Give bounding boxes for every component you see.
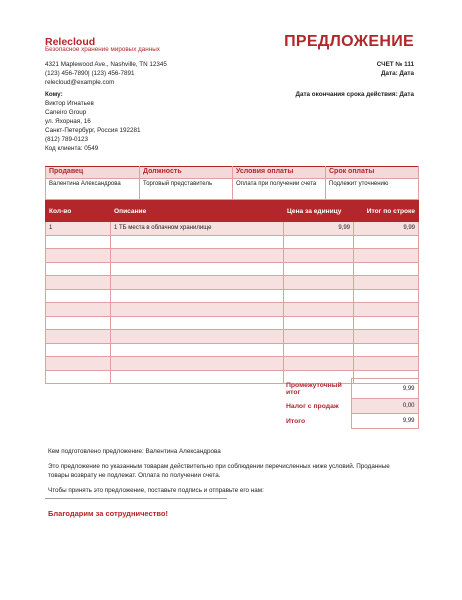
empty-cell (284, 249, 354, 263)
seller-row (46, 179, 419, 200)
empty-table-row (46, 357, 419, 371)
empty-table-row (46, 303, 419, 317)
company-name: Relecloud (45, 36, 96, 48)
tax-row (283, 399, 418, 414)
empty-cell (111, 370, 284, 384)
empty-table-row (46, 316, 419, 330)
empty-table-row (46, 343, 419, 357)
empty-cell (354, 316, 419, 330)
empty-cell (46, 249, 111, 263)
company-contacts (45, 60, 167, 87)
company-phones: (123) 456-7890| (123) 456-7891 (45, 70, 135, 77)
items-header-row (46, 201, 419, 222)
empty-cell (354, 343, 419, 357)
empty-cell (46, 289, 111, 303)
item-description: 1 ТБ места в облачном хранилище (111, 222, 284, 236)
empty-cell (354, 357, 419, 371)
empty-cell (354, 330, 419, 344)
prepared-by: Кем подготовлено предложение: Валентина Александрова (48, 448, 221, 455)
company-address: 4321 Maplewood Ave., Nashville, TN 12345 (45, 61, 167, 68)
item-qty: 1 (46, 222, 111, 236)
empty-cell (284, 235, 354, 249)
header-seller: Продавец (46, 167, 140, 179)
empty-cell (46, 235, 111, 249)
empty-table-row (46, 330, 419, 344)
total-value: 9,99 (351, 414, 418, 429)
invoice-date: Дата: Дата (381, 70, 414, 77)
empty-cell (111, 316, 284, 330)
empty-cell (284, 289, 354, 303)
empty-cell (111, 303, 284, 317)
empty-cell (111, 262, 284, 276)
empty-table-row (46, 276, 419, 290)
empty-cell (46, 303, 111, 317)
seller-name: Валентина Александрова (46, 179, 140, 200)
empty-cell (46, 262, 111, 276)
empty-cell (284, 262, 354, 276)
empty-cell (111, 289, 284, 303)
total-label: Итого (286, 417, 306, 425)
empty-cell (111, 276, 284, 290)
header-unit-price: Цена за единицу (284, 201, 354, 222)
item-unit-price: 9,99 (284, 222, 354, 236)
empty-cell (46, 370, 111, 384)
valid-until: Дата окончания срока действия: Дата (295, 91, 414, 98)
table-row (46, 222, 419, 236)
totals-table (283, 378, 419, 429)
empty-cell (284, 357, 354, 371)
seller-header-row (46, 167, 419, 179)
tax-value: 0,00 (351, 399, 418, 414)
empty-cell (46, 330, 111, 344)
empty-cell (46, 316, 111, 330)
seller-position: Торговый представитель (140, 179, 233, 200)
signature-line (45, 498, 227, 499)
seller-due-date: Подлежит уточнению (326, 179, 419, 200)
tax-label: Налог с продаж (286, 402, 339, 410)
recipient-company: Caneiro Group (45, 109, 87, 116)
empty-cell (284, 343, 354, 357)
empty-table-row (46, 249, 419, 263)
recipient-label: Кому: (45, 91, 63, 98)
empty-cell (354, 249, 419, 263)
empty-cell (354, 235, 419, 249)
thanks-message: Благодарим за сотрудничество! (48, 509, 168, 518)
recipient-block (45, 90, 141, 153)
empty-cell (111, 357, 284, 371)
header-qty: Кол-во (46, 201, 111, 222)
total-row (283, 414, 418, 429)
empty-cell (46, 343, 111, 357)
recipient-phone: (812) 789-0123 (45, 136, 89, 143)
empty-cell (354, 289, 419, 303)
empty-cell (111, 343, 284, 357)
empty-table-row (46, 235, 419, 249)
invoice-number: СЧЕТ № 111 (376, 61, 414, 68)
subtotal-value: 9,99 (351, 379, 418, 399)
empty-cell (46, 357, 111, 371)
recipient-client-code: Код клиента: 0549 (45, 145, 99, 152)
empty-table-row (46, 262, 419, 276)
header-payment-terms: Условия оплаты (233, 167, 326, 179)
recipient-street: ул. Яхорная, 16 (45, 118, 91, 125)
invoice-meta (377, 60, 414, 78)
empty-cell (354, 276, 419, 290)
empty-cell (354, 303, 419, 317)
header-description: Описание (111, 201, 284, 222)
empty-cell (284, 303, 354, 317)
document-title: ПРЕДЛОЖЕНИЕ (284, 33, 414, 50)
header-due-date: Срок оплаты (326, 167, 419, 179)
subtotal-row (283, 379, 418, 399)
empty-table-row (46, 289, 419, 303)
item-line-total: 9,99 (354, 222, 419, 236)
header-line-total: Итог по строке (354, 201, 419, 222)
recipient-name: Виктор Игнатьев (45, 100, 94, 107)
company-tagline: Безопасное хранение мировых данных (45, 46, 160, 53)
seller-payment-terms: Оплата при получении счета (233, 179, 326, 200)
terms-note: Это предложение по указанным товарам действительно при соблюдении перечисленных ниже условий. Проданные товары возврату не подлежат. Оплата по получении счета. (48, 463, 390, 479)
subtotal-label: Промежуточный итог (286, 381, 342, 396)
header-position: Должность (140, 167, 233, 179)
empty-cell (284, 316, 354, 330)
items-table (45, 200, 419, 384)
seller-table (45, 166, 419, 200)
empty-cell (354, 262, 419, 276)
company-email: relecloud@example.com (45, 79, 115, 86)
empty-cell (46, 276, 111, 290)
empty-cell (284, 330, 354, 344)
empty-cell (284, 276, 354, 290)
recipient-city: Санкт-Петербург, Россия 192281 (45, 127, 141, 134)
empty-cell (111, 235, 284, 249)
accept-instructions: Чтобы принять это предложение, поставьте подпись и отправьте его нам: (48, 487, 264, 494)
empty-cell (111, 249, 284, 263)
empty-cell (111, 330, 284, 344)
